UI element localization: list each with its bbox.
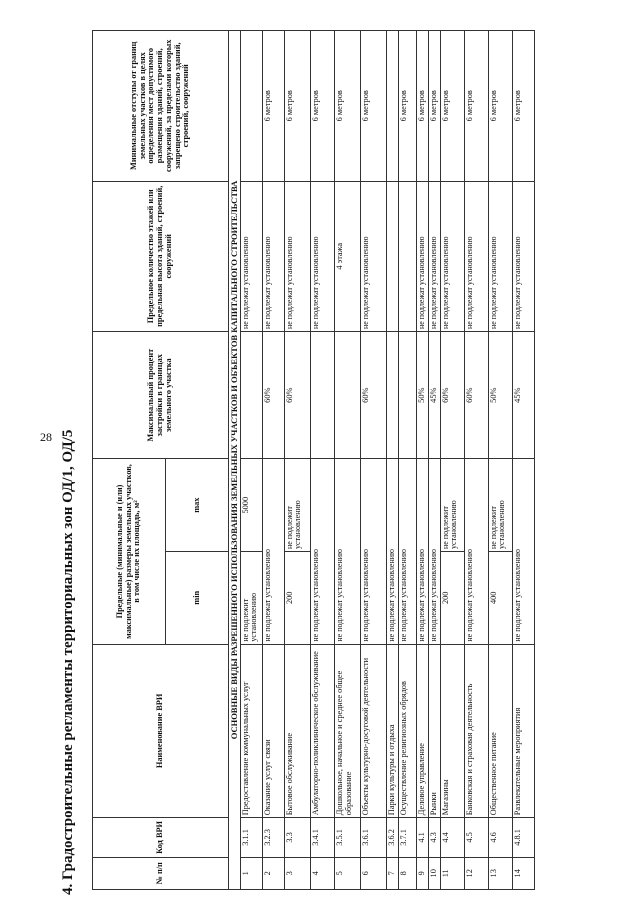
cell-name: Оказание услуг связи <box>262 644 284 818</box>
header-percent: Максимальный процент застройки в границах земельного участка <box>93 332 229 459</box>
table-row <box>334 31 360 890</box>
cell-code: 4.8.1 <box>512 818 534 857</box>
cell-min: не подлежат установлению <box>310 459 334 644</box>
cell-setback: 6 метров <box>416 31 428 182</box>
cell-percent <box>240 332 262 459</box>
cell-percent <box>310 332 334 459</box>
table-row <box>386 31 398 890</box>
cell-code: 4.5 <box>464 818 488 857</box>
cell-setback: 6 метров <box>464 31 488 182</box>
cell-min: не подлежит установлению <box>240 551 262 644</box>
header-code: Код ВРИ <box>93 818 229 857</box>
cell-name: Магазины <box>440 644 464 818</box>
page-title: 4. Градостроительные регламенты территориальных зон ОД/1, ОД/5 <box>60 429 76 895</box>
cell-percent: 45% <box>512 332 534 459</box>
table-row <box>262 31 284 890</box>
cell-setback: 6 метров <box>428 31 440 182</box>
cell-name: Бытовое обслуживание <box>284 644 310 818</box>
cell-percent <box>386 332 398 459</box>
cell-min: не подлежат установлению <box>464 459 488 644</box>
cell-num: 10 <box>428 857 440 889</box>
cell-name: Развлекательные мероприятия <box>512 644 534 818</box>
table-header-row <box>93 31 166 890</box>
cell-name: Осуществление религиозных обрядов <box>398 644 416 818</box>
cell-percent <box>398 332 416 459</box>
cell-percent: 50% <box>488 332 512 459</box>
header-size: Предельные (минимальные и (или) максимальные) размеры земельных участков, в том числе их площадь, м² <box>93 459 166 644</box>
cell-min: не подлежат установлению <box>398 459 416 644</box>
cell-floors: 4 этажа <box>334 181 360 331</box>
cell-setback: 6 метров <box>440 31 464 182</box>
cell-percent: 60% <box>262 332 284 459</box>
cell-setback: 6 метров <box>284 31 310 182</box>
cell-name: Предоставление коммунальных услуг <box>240 644 262 818</box>
cell-floors: не подлежат установлению <box>310 181 334 331</box>
table-row <box>428 31 440 890</box>
cell-num: 2 <box>262 857 284 889</box>
cell-code: 4.6 <box>488 818 512 857</box>
cell-code: 4.1 <box>416 818 428 857</box>
cell-min: не подлежат установлению <box>360 459 386 644</box>
cell-floors <box>398 181 416 331</box>
table-row <box>464 31 488 890</box>
table-row <box>284 31 310 890</box>
cell-setback: 6 метров <box>398 31 416 182</box>
table-row <box>440 31 464 890</box>
cell-setback: 6 метров <box>262 31 284 182</box>
cell-floors: не подлежат установлению <box>440 181 464 331</box>
cell-min: 200 <box>440 551 464 644</box>
cell-floors: не подлежат установлению <box>262 181 284 331</box>
cell-num: 3 <box>284 857 310 889</box>
cell-min: не подлежат установлению <box>428 459 440 644</box>
header-min: min <box>166 551 229 644</box>
cell-setback <box>240 31 262 182</box>
cell-code: 4.4 <box>440 818 464 857</box>
cell-percent: 50% <box>416 332 428 459</box>
cell-num: 4 <box>310 857 334 889</box>
cell-floors: не подлежат установлению <box>488 181 512 331</box>
cell-percent: 60% <box>360 332 386 459</box>
cell-min: не подлежат установлению <box>512 459 534 644</box>
cell-code: 3.6.1 <box>360 818 386 857</box>
cell-name: Банковская и страховая деятельность <box>464 644 488 818</box>
regulations-table <box>92 30 535 890</box>
cell-min: не подлежат установлению <box>386 459 398 644</box>
cell-code: 3.6.2 <box>386 818 398 857</box>
table-row <box>310 31 334 890</box>
cell-name: Деловое управление <box>416 644 428 818</box>
cell-floors: не подлежат установлению <box>284 181 310 331</box>
cell-floors: не подлежат установлению <box>416 181 428 331</box>
section-title: ОСНОВНЫЕ ВИДЫ РАЗРЕШЕННОГО ИСПОЛЬЗОВАНИЯ ЗЕМЕЛЬНЫХ УЧАСТКОВ И ОБЪЕКТОВ КАПИТАЛЬНОГО СТРОИТЕЛЬСТВА <box>229 31 241 890</box>
cell-max: не подлежит установлению <box>284 459 310 552</box>
cell-name: Рынки <box>428 644 440 818</box>
cell-setback: 6 метров <box>512 31 534 182</box>
cell-code: 3.3 <box>284 818 310 857</box>
cell-num: 9 <box>416 857 428 889</box>
table-row <box>360 31 386 890</box>
cell-name: Дошкольное, начальное и среднее общее образование <box>334 644 360 818</box>
cell-floors <box>386 181 398 331</box>
cell-min: 400 <box>488 551 512 644</box>
cell-setback: 6 метров <box>310 31 334 182</box>
cell-code: 3.7.1 <box>398 818 416 857</box>
cell-code: 3.5.1 <box>334 818 360 857</box>
cell-num: 13 <box>488 857 512 889</box>
cell-num: 11 <box>440 857 464 889</box>
header-floors: Предельное количество этажей или предельная высота зданий, строений, сооружений <box>93 181 229 331</box>
cell-num: 8 <box>398 857 416 889</box>
section-row <box>229 31 241 890</box>
cell-name: Амбулаторно-поликлиническое обслуживание <box>310 644 334 818</box>
cell-max: 5000 <box>240 459 262 552</box>
cell-floors: не подлежат установлению <box>464 181 488 331</box>
cell-min: не подлежат установлению <box>416 459 428 644</box>
cell-max: не подлежит установлению <box>440 459 464 552</box>
cell-percent: 60% <box>284 332 310 459</box>
cell-setback: 6 метров <box>488 31 512 182</box>
cell-name: Общественное питание <box>488 644 512 818</box>
table-row <box>488 31 512 890</box>
cell-percent: 60% <box>440 332 464 459</box>
cell-percent: 45% <box>428 332 440 459</box>
cell-code: 3.4.1 <box>310 818 334 857</box>
cell-max: не подлежит установлению <box>488 459 512 552</box>
page-number: 28 <box>40 430 52 444</box>
cell-min: не подлежат установлению <box>334 459 360 644</box>
cell-name: Парки культуры и отдыха <box>386 644 398 818</box>
rotated-table-wrapper <box>92 30 592 890</box>
cell-num: 1 <box>240 857 262 889</box>
cell-code: 4.3 <box>428 818 440 857</box>
cell-percent <box>334 332 360 459</box>
cell-floors: не подлежат установлению <box>240 181 262 331</box>
cell-num: 14 <box>512 857 534 889</box>
header-num: № п/п <box>93 857 229 889</box>
cell-floors: не подлежат установлению <box>428 181 440 331</box>
page-heading <box>60 15 77 895</box>
cell-name: Объекты культурно-досуговой деятельности <box>360 644 386 818</box>
header-max: max <box>166 459 229 552</box>
cell-code: 3.2.3 <box>262 818 284 857</box>
table-row <box>398 31 416 890</box>
table-row <box>240 31 262 890</box>
cell-floors: не подлежат установлению <box>360 181 386 331</box>
cell-percent: 60% <box>464 332 488 459</box>
cell-setback: 6 метров <box>360 31 386 182</box>
cell-min: не подлежат установлению <box>262 459 284 644</box>
table-row <box>512 31 534 890</box>
cell-num: 12 <box>464 857 488 889</box>
cell-min: 200 <box>284 551 310 644</box>
cell-floors: не подлежат установлению <box>512 181 534 331</box>
cell-num: 7 <box>386 857 398 889</box>
header-name: Наименование ВРИ <box>93 644 229 818</box>
cell-code: 3.1.1 <box>240 818 262 857</box>
cell-num: 5 <box>334 857 360 889</box>
cell-num: 6 <box>360 857 386 889</box>
cell-setback: 6 метров <box>334 31 360 182</box>
table-row <box>416 31 428 890</box>
cell-setback <box>386 31 398 182</box>
header-setback: Минимальные отступы от границ земельных участков в целях определения мест допустимого размещения зданий, строений, сооружений, за пределами которых запрещено строительство зданий, строений, сооружений <box>93 31 229 182</box>
